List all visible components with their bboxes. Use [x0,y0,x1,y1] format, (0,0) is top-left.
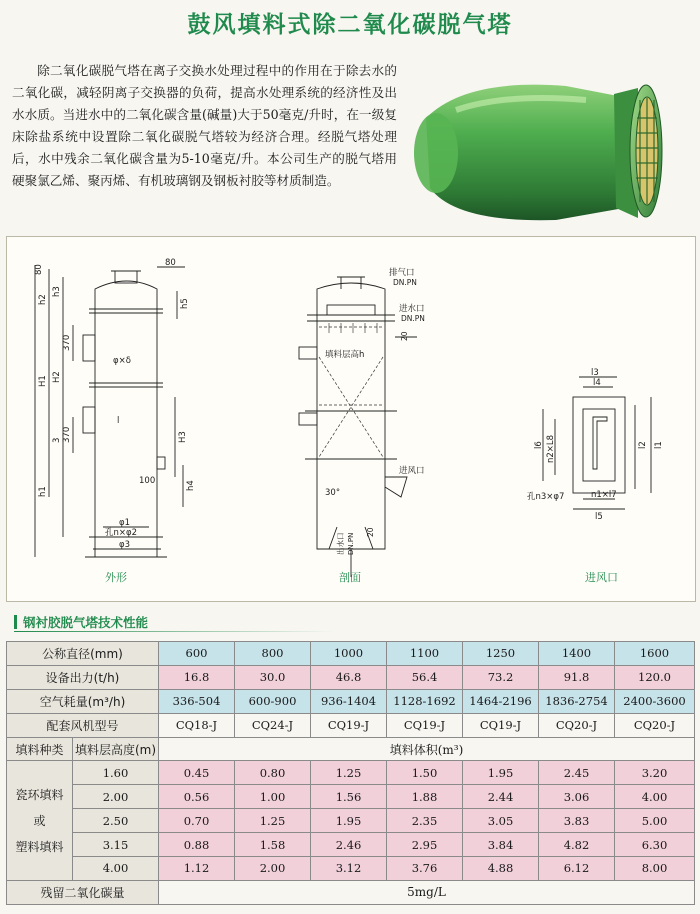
table-cell: 1464-2196 [463,689,539,713]
svg-text:100: 100 [139,476,156,486]
table-cell: 2.95 [387,833,463,857]
table-cell: 600 [159,642,235,666]
table-cell: 4.88 [463,857,539,881]
table-cell: 1.50 [387,761,463,785]
section-divider [14,631,334,632]
svg-text:3: 3 [52,437,62,443]
table-cell: 1836-2754 [539,689,615,713]
technical-drawing [6,236,696,602]
table-cell: CQ19-J [463,713,539,737]
table-row [7,880,695,904]
svg-text:进风口: 进风口 [399,466,425,476]
svg-text:n2×L8: n2×L8 [546,434,556,463]
svg-text:h4: h4 [186,480,196,491]
table-cell: CQ18-J [159,713,235,737]
residual-label: 残留二氧化碳量 [7,880,159,904]
row-label: 配套风机型号 [7,713,159,737]
table-row [7,857,695,881]
packing-height: 4.00 [73,857,159,881]
caption-outline: 外形 [105,571,127,584]
table-cell: 3.76 [387,857,463,881]
svg-text:H1: H1 [38,375,48,387]
svg-text:l6: l6 [534,441,544,449]
table-cell: 73.2 [463,665,539,689]
table-cell: 2.46 [311,833,387,857]
table-cell: 1.56 [311,785,387,809]
row-label: 设备出力(t/h) [7,665,159,689]
packing-height: 2.00 [73,785,159,809]
svg-text:370: 370 [62,334,72,351]
svg-text:出水口: 出水口 [336,532,345,555]
svg-text:φ1: φ1 [119,518,131,528]
packing-material-line: 瓷环填料 [15,787,64,802]
table-row [7,642,695,666]
table-cell: 1000 [311,642,387,666]
svg-text:20: 20 [400,331,409,341]
table-row [7,809,695,833]
section-marker [14,615,17,629]
svg-text:h3: h3 [52,286,62,297]
table-cell: 3.20 [615,761,695,785]
header-packing-volume: 填料体积(m³) [159,737,695,761]
table-cell: 0.70 [159,809,235,833]
table-cell: 4.00 [615,785,695,809]
section-title [14,613,148,631]
table-cell: 600-900 [235,689,311,713]
table-cell: 1600 [615,642,695,666]
header-packing-height: 填料层高度(m) [73,737,159,761]
table-cell: 3.84 [463,833,539,857]
svg-text:l3: l3 [591,368,599,378]
svg-text:l4: l4 [593,378,601,388]
svg-text:370: 370 [62,426,72,443]
table-cell: 2.00 [235,857,311,881]
table-cell: 3.83 [539,809,615,833]
table-cell: 1.00 [235,785,311,809]
table-cell: 30.0 [235,665,311,689]
table-cell: 336-504 [159,689,235,713]
table-cell: 16.8 [159,665,235,689]
table-cell: CQ19-J [387,713,463,737]
svg-text:填料层高h: 填料层高h [325,350,365,360]
table-row [7,833,695,857]
table-cell: 0.88 [159,833,235,857]
table-cell: CQ24-J [235,713,311,737]
table-cell: 800 [235,642,311,666]
packing-material-line: 或 [33,813,46,828]
table-cell: CQ19-J [311,713,387,737]
table-cell: 3.05 [463,809,539,833]
caption-section: 剖面 [339,571,361,584]
svg-text:l1: l1 [654,441,664,449]
svg-text:DN.PN: DN.PN [401,314,425,323]
svg-text:H2: H2 [52,371,62,383]
table-cell: CQ20-J [615,713,695,737]
table-row [7,761,695,785]
svg-text:DN.PN: DN.PN [393,278,417,287]
svg-text:φ3: φ3 [119,540,131,550]
table-cell: 56.4 [387,665,463,689]
table-cell: 1.95 [311,809,387,833]
table-cell: 2.45 [539,761,615,785]
row-label: 空气耗量(m³/h) [7,689,159,713]
table-cell: 0.56 [159,785,235,809]
table-cell: 0.45 [159,761,235,785]
dim-80-v: 80 [34,264,44,275]
table-cell: 6.30 [615,833,695,857]
caption-inlet: 进风口 [585,571,618,584]
table-cell: 1.25 [235,809,311,833]
degassing-tower-photo [406,48,694,244]
table-cell: 1250 [463,642,539,666]
svg-text:DN.PN: DN.PN [347,532,355,555]
table-cell: 1.12 [159,857,235,881]
packing-height: 2.50 [73,809,159,833]
svg-text:l: l [117,416,120,426]
table-cell: 2.44 [463,785,539,809]
table-cell: 2400-3600 [615,689,695,713]
table-cell: 46.8 [311,665,387,689]
header-packing-type: 填料种类 [7,737,73,761]
table-cell: 3.06 [539,785,615,809]
table-cell: 1.88 [387,785,463,809]
table-cell: 6.12 [539,857,615,881]
packing-material-line: 塑料填料 [15,839,64,854]
section-title-text: 钢衬胶脱气塔技术性能 [23,615,149,630]
table-cell: 4.82 [539,833,615,857]
table-cell: 1128-1692 [387,689,463,713]
svg-text:30°: 30° [325,488,341,498]
table-row [7,713,695,737]
svg-text:排气口: 排气口 [389,268,415,278]
svg-text:孔n×φ2: 孔n×φ2 [105,528,138,538]
table-cell: 1.58 [235,833,311,857]
residual-value: 5mg/L [159,880,695,904]
table-cell: 1400 [539,642,615,666]
svg-text:φ×δ: φ×δ [113,356,131,366]
packing-material [7,761,73,880]
table-cell: CQ20-J [539,713,615,737]
svg-text:h2: h2 [38,294,48,305]
table-cell: 8.00 [615,857,695,881]
table-cell: 1.25 [311,761,387,785]
packing-height: 1.60 [73,761,159,785]
svg-text:H3: H3 [178,431,188,443]
table-cell: 91.8 [539,665,615,689]
svg-text:n1×l7: n1×l7 [591,490,617,500]
svg-text:h5: h5 [180,298,190,309]
table-cell: 120.0 [615,665,695,689]
svg-text:l5: l5 [595,512,603,522]
table-cell: 1.95 [463,761,539,785]
table-row [7,785,695,809]
svg-text:孔n3×φ7: 孔n3×φ7 [527,492,565,502]
svg-text:l2: l2 [638,441,648,449]
spec-table [6,641,695,905]
table-cell: 0.80 [235,761,311,785]
table-cell: 1100 [387,642,463,666]
table-row [7,665,695,689]
page-title: 鼓风填料式除二氧化碳脱气塔 [187,12,513,38]
table-cell: 3.12 [311,857,387,881]
packing-height: 3.15 [73,833,159,857]
table-cell: 5.00 [615,809,695,833]
intro-paragraph: 除二氧化碳脱气塔在离子交换水处理过程中的作用在于除去水的二氧化碳，减轻阴离子交换器的负荷，提高水处理系统的经济性及出水水质。当进水中的二氧化碳含量(碱量)大于50毫克/升时，在一级复床除盐系统中设置除二氧化碳脱气塔较为经济合理。经脱气塔处理后，水中残余二氧化碳含量为5-10毫克/升。本公司生产的脱气塔用硬聚氯乙烯、聚丙烯、有机玻璃钢及钢板衬胶等材质制造。 [12,63,397,188]
table-cell: 2.35 [387,809,463,833]
dim-80-h: 80 [165,258,176,268]
table-row [7,689,695,713]
row-label: 公称直径(mm) [7,642,159,666]
svg-text:进水口: 进水口 [399,304,425,314]
table-cell: 936-1404 [311,689,387,713]
table-row [7,737,695,761]
svg-text:20: 20 [366,527,375,537]
svg-text:h1: h1 [38,486,48,497]
